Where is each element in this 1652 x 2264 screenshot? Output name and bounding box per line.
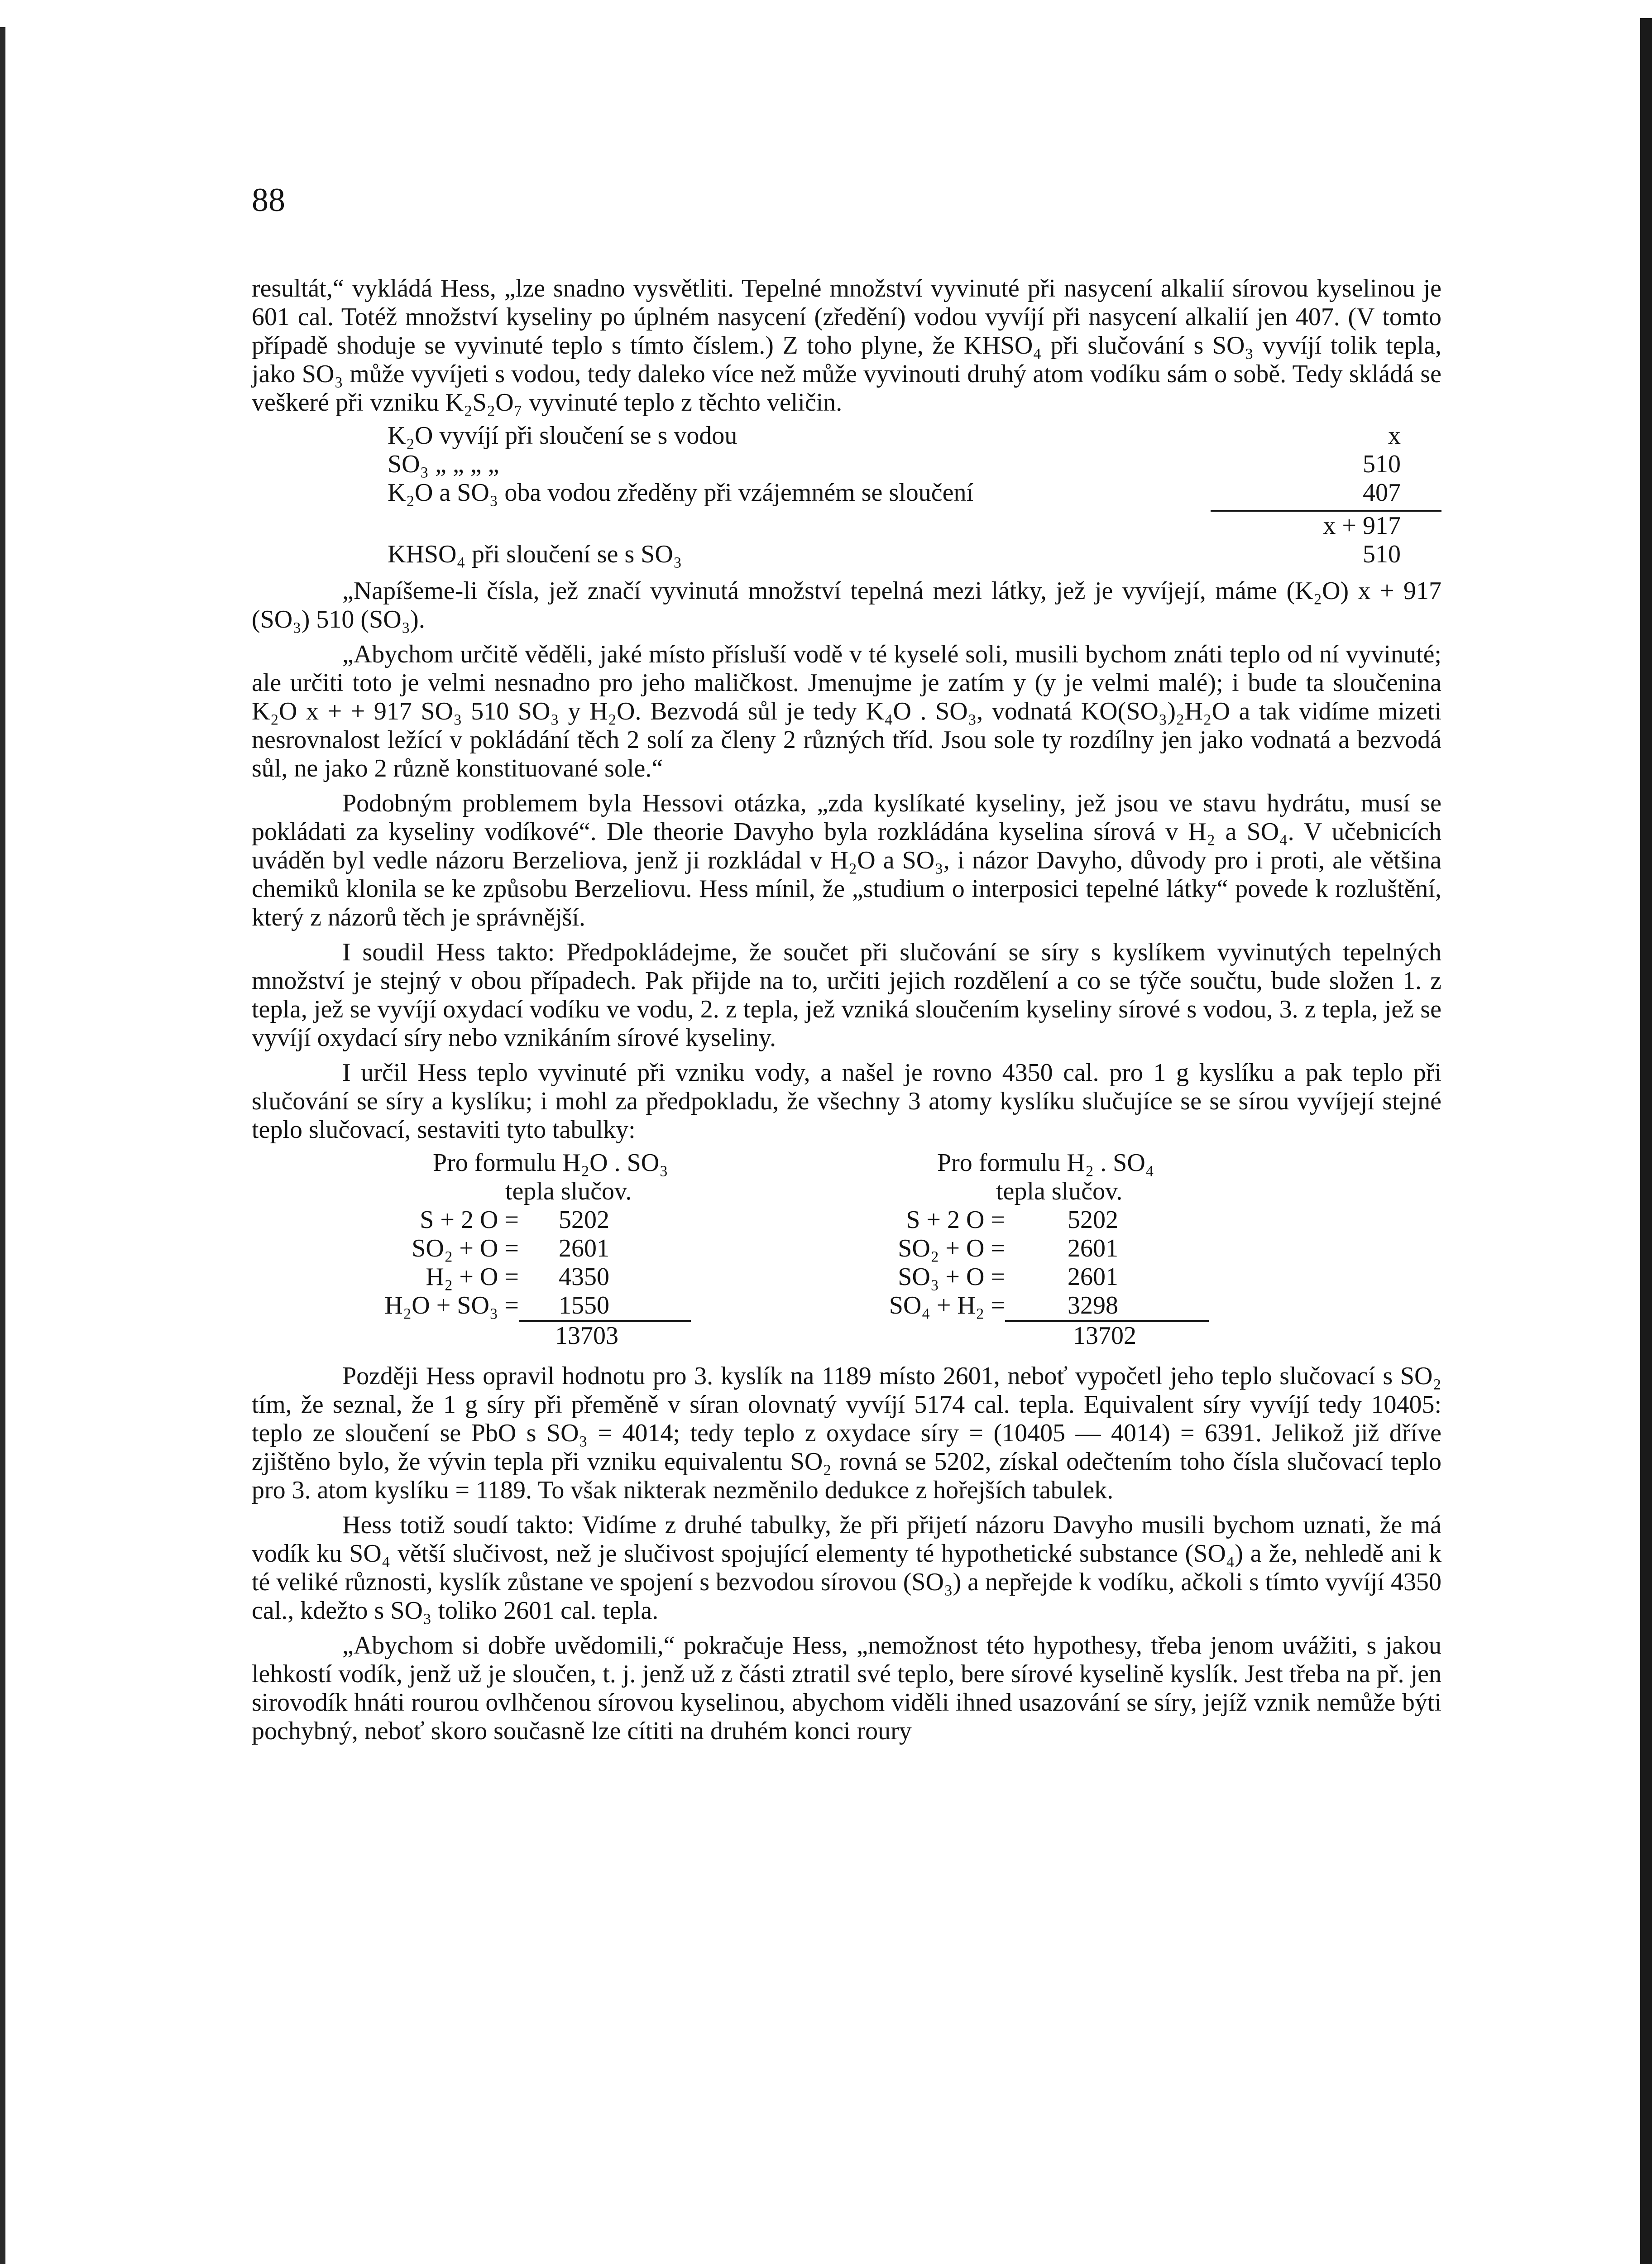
page-number: 88 — [252, 182, 285, 219]
table-equation: SO₂ + O = — [898, 1234, 1005, 1262]
table-right — [847, 1149, 1441, 1350]
paragraph-8: Hess totiž soudí takto: Vidíme z druhé tabulky, že při přijetí názoru Davyho musili bychom uznati, že má vodík ku SO₄ větší slučivost, než je slučivost spojující elementy té hypothetické substance (SO₄) a že, nehledě ani k té veliké různosti, kyslík zůstane ve spojení s bezvodou sírovou (SO₃) a nepřejde k vodíku, ačkoli s tímto vyvíjí 4350 cal., kdežto s SO₃ toliko 2601 cal. tepla. — [252, 1511, 1441, 1625]
equation-row — [252, 422, 1441, 450]
table-row — [847, 1263, 1441, 1291]
equation-sum: x + 917 — [1211, 510, 1441, 540]
equation-value: 407 — [1363, 479, 1401, 507]
table-value: 2601 — [559, 1234, 609, 1262]
table-row — [847, 1206, 1441, 1234]
scan-edge-left — [0, 27, 5, 2264]
equation-value: 510 — [1363, 540, 1401, 568]
page-body — [252, 274, 1441, 1746]
table-value: 3298 — [1068, 1291, 1118, 1319]
table-value: 4350 — [559, 1263, 609, 1291]
heat-equation-list — [252, 422, 1441, 569]
equation-row — [252, 540, 1441, 569]
paragraph-3: „Abychom určitě věděli, jaké místo přísluší vodě v té kyselé soli, musili bychom znáti teplo od ní vyvinuté; ale určiti toto je velmi nesnadno pro jeho maličkost. Jmenujme je zatím y (y je velmi malé); i bude ta sloučenina K₂O x + + 917 SO₃ 510 SO₃ y H₂O. Bezvodá sůl je tedy K₄O . SO₃, vodnatá KO(SO₃)₂H₂O a tak vidíme mizeti nesrovnalost ležící v pokládání těch 2 solí za členy 2 různých tříd. Jsou sole ty rozdílny jen jako vodnatá a bezvodá sůl, ne jako 2 různě konstituované sole.“ — [252, 640, 1441, 782]
table-total: 13702 — [1005, 1320, 1209, 1350]
scan-edge-right — [1640, 18, 1652, 2264]
equation-value: x — [1388, 422, 1401, 450]
table-equation: S + 2 O = — [906, 1206, 1005, 1234]
table-total: 13703 — [519, 1320, 691, 1350]
table-value: 1550 — [559, 1291, 609, 1319]
table-row — [252, 1234, 847, 1263]
paragraph-9: „Abychom si dobře uvědomili,“ pokračuje Hess, „nemožnost této hypothesy, třeba jenom uvážiti, s jakou lehkostí vodík, jenž už je sloučen, t. j. jenž už z části ztratil své teplo, bere sírové kyselině kyslík. Jest třeba na př. jen sirovodík hnáti rourou ovlhčenou sírovou kyselinou, abychom viděli ihned usazování se síry, jejíž vznik nemůže býti pochybný, neboť skoro současně lze cítiti na druhém konci roury — [252, 1631, 1441, 1745]
table-heading: Pro formulu H₂ . SO₄ — [937, 1149, 1154, 1177]
table-equation: SO₂ + O = — [412, 1234, 519, 1262]
equation-label: SO₃ „ „ „ „ — [388, 450, 499, 478]
table-row — [252, 1206, 847, 1234]
table-row — [847, 1291, 1441, 1320]
paragraph-5: I soudil Hess takto: Předpokládejme, že součet při slučování se síry s kyslíkem vyvinutých tepelných množství je stejný v obou případech. Pak přijde na to, určiti jejich rozdělení a co se týče součtu, bude složen 1. z tepla, jež se vyvíjí oxydací vodíku ve vodu, 2. z tepla, jež vzniká sloučením kyseliny sírové s vodou, 3. z tepla, jež se vyvíjí oxydací síry nebo vznikáním sírové kyseliny. — [252, 938, 1441, 1052]
table-row — [252, 1291, 847, 1320]
equation-row — [252, 479, 1441, 507]
table-equation: SO₄ + H₂ = — [889, 1291, 1005, 1319]
equation-value: 510 — [1363, 450, 1401, 478]
heat-tables — [252, 1149, 1441, 1350]
table-value: 2601 — [1068, 1263, 1118, 1291]
table-row — [252, 1263, 847, 1291]
paragraph-7: Později Hess opravil hodnotu pro 3. kyslík na 1189 místo 2601, neboť vypočetl jeho teplo slučovací s SO₂ tím, že seznal, že 1 g síry při přeměně v síran olovnatý vyvíjí 5174 cal. tepla. Equivalent síry vyvíjí tedy 10405: teplo ze sloučení se PbO s SO₃ = 4014; tedy teplo z oxydace síry = (10405 — 4014) = 6391. Jelikož již dříve zjištěno bylo, že vývin tepla při vzniku equivalentu SO₂ rovná se 5202, získal odečtením toho čísla slučovací teplo pro 3. atom kyslíku = 1189. To však nikterak nezměnilo dedukce z hořejších tabulek. — [252, 1362, 1441, 1504]
table-heading: Pro formulu H₂O . SO₃ — [433, 1149, 668, 1177]
table-equation: H₂ + O = — [426, 1263, 519, 1291]
table-equation: S + 2 O = — [420, 1206, 519, 1234]
table-value: 2601 — [1068, 1234, 1118, 1262]
table-total-row — [252, 1320, 847, 1350]
table-row — [847, 1234, 1441, 1263]
table-left — [252, 1149, 847, 1350]
paragraph-4: Podobným problemem byla Hessovi otázka, „zda kyslíkaté kyseliny, jež jsou ve stavu hydrátu, musí se pokládati za kyseliny vodíkové“. Dle theorie Davyho byla rozkládána kyselina sírová v H₂ a SO₄. V učebnicích uváděn byl vedle názoru Berzeliova, jenž ji rozkládal v H₂O a SO₃, i názor Davyho, důvody pro i proti, ale většina chemiků klonila se ke způsobu Berzeliovu. Hess mínil, že „studium o interposici tepelné látky“ povede k rozluštění, který z názorů těch je správnější. — [252, 789, 1441, 931]
table-subheading: tepla slučov. — [996, 1177, 1123, 1205]
paragraph-2: „Napíšeme-li čísla, jež značí vyvinutá množství tepelná mezi látky, jež je vyvíjejí, máme (K₂O) x + 917 (SO₃) 510 (SO₃). — [252, 577, 1441, 633]
paragraph-1: resultát,“ vykládá Hess, „lze snadno vysvětliti. Tepelné množství vyvinuté při nasycení alkalií sírovou kyselinou je 601 cal. Totéž množství kyseliny po úplném nasycení (zředění) vodou vyvíjí při nasycení alkalií jen 407. (V tomto případě shoduje se vyvinuté teplo s tímto číslem.) Z toho plyne, že KHSO₄ při slučování s SO₃ vyvíjí tolik tepla, jako SO₃ může vyvíjeti s vodou, tedy daleko více než může vyvinouti druhý atom vodíku sám o sobě. Tedy skládá se veškeré při vzniku K₂S₂O₇ vyvinuté teplo z těchto veličin. — [252, 274, 1441, 417]
table-subheading: tepla slučov. — [505, 1177, 632, 1205]
equation-row — [252, 450, 1441, 479]
table-equation: H₂O + SO₃ = — [384, 1291, 519, 1319]
equation-sum-row — [252, 507, 1441, 540]
paragraph-6: I určil Hess teplo vyvinuté při vzniku vody, a našel je rovno 4350 cal. pro 1 g kyslíku a pak teplo při slučování se síry a kyslíku; i mohl za předpokladu, že všechny 3 atomy kyslíku slučujíce se se sírou vyvíjejí stejné teplo slučovací, sestaviti tyto tabulky: — [252, 1059, 1441, 1144]
equation-label: K₂O a SO₃ oba vodou zředěny při vzájemném se sloučení — [388, 479, 974, 507]
table-value: 5202 — [1068, 1206, 1118, 1234]
equation-label: K₂O vyvíjí při sloučení se s vodou — [388, 422, 737, 450]
table-total-row — [847, 1320, 1441, 1350]
table-value: 5202 — [559, 1206, 609, 1234]
table-equation: SO₃ + O = — [898, 1263, 1005, 1291]
equation-label: KHSO₄ při sloučení se s SO₃ — [388, 540, 682, 568]
